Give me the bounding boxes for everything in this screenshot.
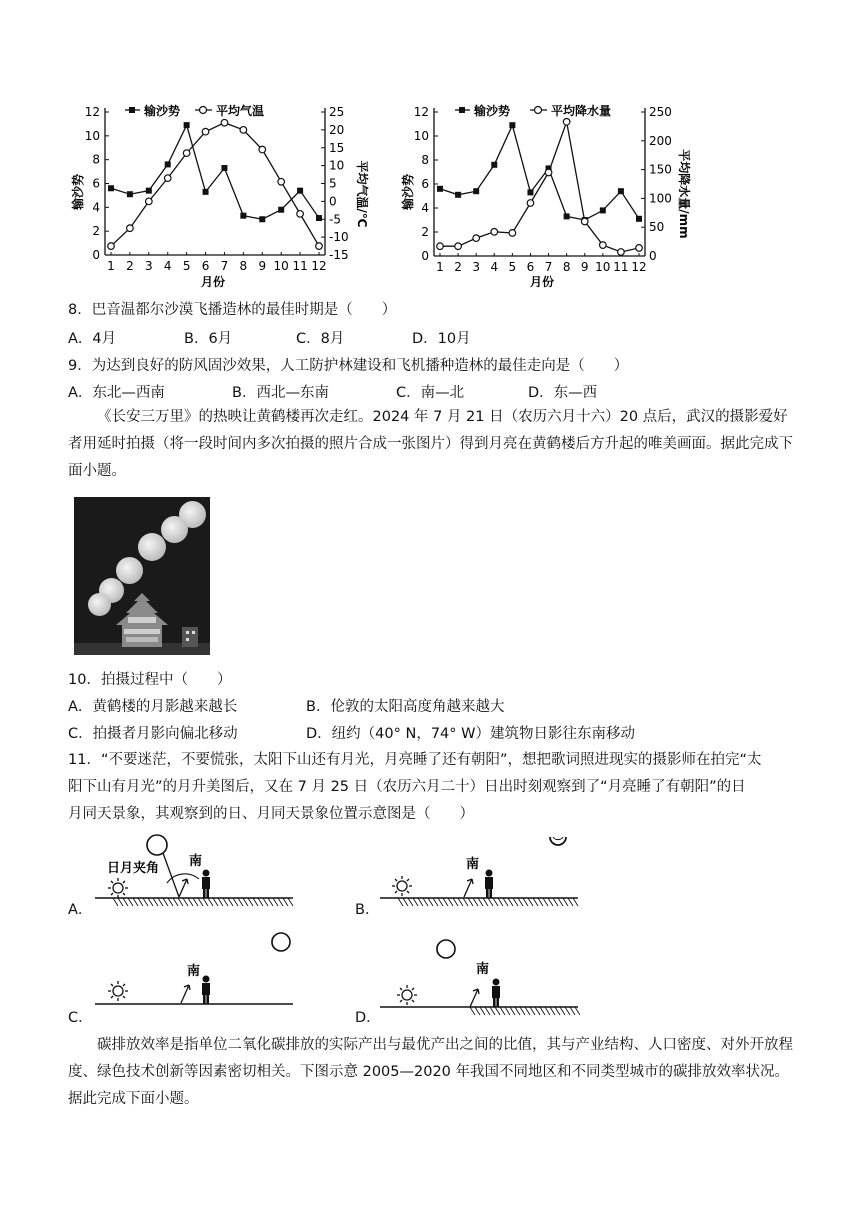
data-point-secondary [600, 242, 607, 249]
data-point-sand [455, 192, 461, 198]
data-point-sand [278, 207, 284, 213]
person-icon [492, 979, 500, 1008]
data-point-secondary [581, 218, 588, 225]
x-tick-label: 9 [258, 259, 267, 273]
y-tick-label-right: 200 [649, 133, 672, 148]
y-tick-label-left: 10 [84, 128, 100, 143]
y-tick-label-right: -10 [329, 230, 349, 245]
y-tick-label-right: -5 [329, 212, 341, 227]
data-point-sand [297, 188, 303, 194]
series-line [111, 125, 319, 219]
data-point-secondary [146, 198, 153, 205]
y-tick-label-left: 0 [92, 248, 100, 262]
sun-icon [392, 876, 412, 896]
x-tick-label: 6 [201, 259, 210, 273]
sun-icon [108, 878, 128, 898]
y-axis-label-right: 平均气温/℃ [355, 160, 369, 228]
y-tick-label-left: 10 [413, 129, 429, 143]
y-tick-label-right: 25 [329, 105, 345, 119]
data-point-sand [491, 162, 497, 168]
x-tick-label: 1 [107, 259, 115, 273]
data-point-secondary [164, 175, 171, 182]
x-tick-label: 8 [562, 260, 571, 274]
person-icon [202, 870, 210, 899]
data-point-sand [221, 165, 227, 171]
person-icon [202, 976, 210, 1005]
data-point-secondary [127, 225, 134, 232]
x-tick-label: 5 [182, 259, 191, 273]
data-point-secondary [563, 118, 570, 125]
chart-sand-temperature [60, 96, 380, 292]
data-point-sand [636, 216, 642, 222]
x-tick-label: 1 [436, 260, 444, 274]
data-point-sand [240, 213, 246, 219]
data-point-secondary [545, 169, 552, 176]
data-point-sand [108, 185, 114, 191]
legend-marker-filled [459, 107, 465, 113]
passage-carbon-efficiency: 碳排放效率是指单位二氧化碳排放的实际产出与最优产出之间的比值，其与产业结构、人口密度、对外开放程度、绿色技术创新等因素密切相关。下图示意 2005—2020 年我国不同地区和不同类型城市的碳排放效率状况。据此完成下面小题。 [68, 1037, 793, 1107]
data-point-sand [437, 186, 443, 192]
legend-marker-hollow [535, 107, 542, 114]
data-point-sand [527, 189, 533, 195]
question-8-stem: 8．巴音温都尔沙漠飞播造林的最佳时期是（ ） [68, 302, 397, 318]
y-tick-label-right: 250 [649, 105, 672, 119]
data-point-sand [316, 215, 322, 221]
moonrise-timelapse-photo [74, 497, 210, 655]
x-tick-label: 4 [163, 259, 172, 273]
x-tick-label: 2 [454, 260, 462, 274]
data-point-sand [259, 216, 265, 222]
y-tick-label-left: 8 [92, 152, 100, 167]
q11-option-b-label: B． [355, 902, 380, 918]
q9-option-d: D．东—西 [528, 385, 598, 401]
yellow-crane-tower-silhouette [74, 497, 210, 655]
y-tick-label-left: 6 [421, 177, 429, 191]
moon-icon [550, 837, 566, 845]
x-tick-label: 3 [472, 260, 481, 274]
question-9-stem: 9．为达到良好的防风固沙效果，人工防护林建设和飞机播种造林的最佳走向是（ ） [68, 358, 629, 374]
data-point-sand [184, 122, 190, 128]
x-tick-label: 4 [490, 260, 499, 274]
q8-option-d: D．10月 [412, 331, 471, 347]
x-tick-label: 7 [544, 260, 553, 274]
data-point-secondary [316, 243, 323, 250]
data-point-secondary [278, 178, 285, 185]
chart-sand-precipitation [390, 96, 700, 292]
data-point-secondary [221, 119, 228, 126]
moon-icon [147, 835, 167, 855]
series-line [111, 123, 319, 246]
legend-label-precipitation: 平均降水量 [551, 104, 612, 118]
data-point-sand [127, 191, 133, 197]
y-tick-label-right: 20 [329, 122, 345, 137]
moon-icon [437, 940, 455, 958]
x-tick-label: 8 [239, 259, 248, 273]
q8-option-a: A．4月 [68, 331, 117, 347]
data-point-secondary [240, 127, 247, 134]
series-line [440, 125, 639, 220]
data-point-sand [203, 189, 209, 195]
south-label: 南 [189, 854, 203, 869]
y-tick-label-left: 0 [421, 249, 429, 263]
x-tick-label: 5 [508, 260, 517, 274]
q11-figure-c [95, 925, 295, 1015]
y-axis-label-left: 输沙势 [71, 173, 85, 211]
q8-option-c: C．8月 [296, 331, 345, 347]
person-icon [485, 870, 493, 899]
data-point-sand [473, 188, 479, 194]
q10-option-c: C．拍摄者月影向偏北移动 [68, 726, 238, 742]
y-tick-label-left: 4 [92, 200, 100, 215]
sun-icon [397, 985, 417, 1005]
legend-label-sand: 输沙势 [474, 104, 511, 118]
x-tick-label: 11 [613, 260, 629, 274]
x-tick-label: 3 [144, 259, 153, 273]
sun-moon-angle-label: 日月夹角 [107, 861, 160, 876]
y-tick-label-right: 150 [649, 162, 672, 177]
y-tick-label-left: 2 [92, 224, 100, 239]
legend-marker-filled [129, 107, 135, 113]
question-11-stem-line1: 11．“不要迷茫，不要慌张，太阳下山还有月光，月亮睡了还有朝阳”，想把歌词照进现实的摄影师在拍完“太 [68, 752, 762, 768]
sun-icon [108, 981, 128, 1001]
data-point-secondary [297, 211, 304, 218]
y-tick-label-right: 100 [649, 191, 672, 206]
south-label: 南 [466, 857, 480, 872]
data-point-sand [509, 122, 515, 128]
y-axis-label-right: 平均降水量/mm [677, 149, 691, 239]
x-tick-label: 10 [595, 260, 611, 274]
series-line [440, 122, 639, 252]
question-11-stem-line3: 月同天景象，其观察到的日、月同天景象位置示意图是（ ） [68, 806, 474, 822]
x-tick-label: 7 [220, 259, 229, 273]
y-tick-label-right: -15 [329, 248, 349, 262]
y-tick-label-right: 0 [649, 249, 657, 263]
q11-option-c-label: C． [68, 1010, 93, 1026]
x-tick-label: 6 [526, 260, 535, 274]
y-tick-label-right: 5 [329, 176, 337, 191]
q11-figure-a [95, 825, 295, 910]
y-tick-label-right: 0 [329, 194, 337, 209]
data-point-secondary [491, 229, 498, 236]
question-10-stem: 10．拍摄过程中（ ） [68, 672, 232, 688]
y-tick-label-left: 2 [421, 225, 429, 239]
q11-option-d-label: D． [355, 1010, 381, 1026]
q11-figure-d [380, 925, 580, 1020]
y-tick-label-left: 12 [84, 105, 100, 119]
x-tick-label: 11 [292, 259, 308, 273]
data-point-secondary [618, 249, 625, 256]
south-label: 南 [476, 962, 490, 977]
x-tick-label: 9 [580, 260, 589, 274]
legend-marker-hollow [200, 107, 207, 114]
q9-option-a: A．东北—西南 [68, 385, 165, 401]
y-tick-label-right: 50 [649, 220, 665, 235]
q10-option-d: D．纽约（40° N，74° W）建筑物日影往东南移动 [306, 726, 635, 742]
data-point-secondary [202, 128, 209, 135]
data-point-secondary [636, 245, 643, 252]
moon-icon [272, 933, 290, 951]
data-point-secondary [259, 146, 266, 153]
y-tick-label-left: 4 [421, 201, 429, 215]
legend-label-temperature: 平均气温 [216, 104, 265, 118]
data-point-secondary [473, 235, 480, 242]
q9-option-c: C．南—北 [396, 385, 465, 401]
passage-yellow-crane-tower: 《长安三万里》的热映让黄鹤楼再次走红。2024 年 7 月 21 日（农历六月十六）20 点后，武汉的摄影爱好者用延时拍摄（将一段时间内多次拍摄的照片合成一张图片）得到月亮在黄鹤楼后方升起的唯美画面。据此完成下面小题。 [68, 409, 793, 479]
y-tick-label-left: 12 [413, 105, 429, 119]
y-tick-label-left: 8 [421, 153, 429, 167]
q11-option-a-label: A． [68, 902, 93, 918]
q8-option-b: B．6月 [184, 331, 233, 347]
y-axis-label-left: 输沙势 [401, 173, 415, 211]
q9-option-b: B．西北—东南 [232, 385, 329, 401]
data-point-secondary [108, 243, 115, 250]
x-tick-label: 2 [126, 259, 134, 273]
y-tick-label-right: 15 [329, 140, 345, 155]
legend-label-sand: 输沙势 [144, 104, 181, 118]
question-11-stem-line2: 阳下山有月光”的月升美图后，又在 7 月 25 日（农历六月二十）日出时刻观察到了“月亮睡了有朝阳”的日 [68, 779, 746, 795]
x-axis-label: 月份 [529, 275, 555, 289]
y-tick-label-right: 10 [329, 158, 345, 173]
x-tick-label: 12 [631, 260, 647, 274]
data-point-sand [600, 207, 606, 213]
data-point-secondary [509, 230, 516, 237]
data-point-secondary [437, 243, 444, 250]
q11-figure-b [380, 825, 580, 910]
data-point-sand [146, 188, 152, 194]
data-point-secondary [455, 243, 462, 250]
y-tick-label-left: 6 [92, 176, 100, 191]
data-point-secondary [183, 150, 190, 157]
data-point-sand [165, 161, 171, 167]
south-label: 南 [187, 964, 201, 979]
q10-option-b: B．伦敦的太阳高度角越来越大 [306, 699, 505, 715]
data-point-sand [618, 188, 624, 194]
data-point-sand [564, 213, 570, 219]
data-point-secondary [527, 200, 534, 207]
x-axis-label: 月份 [200, 275, 226, 289]
q10-option-a: A．黄鹤楼的月影越来越长 [68, 699, 238, 715]
x-tick-label: 12 [311, 259, 327, 273]
x-tick-label: 10 [273, 259, 289, 273]
